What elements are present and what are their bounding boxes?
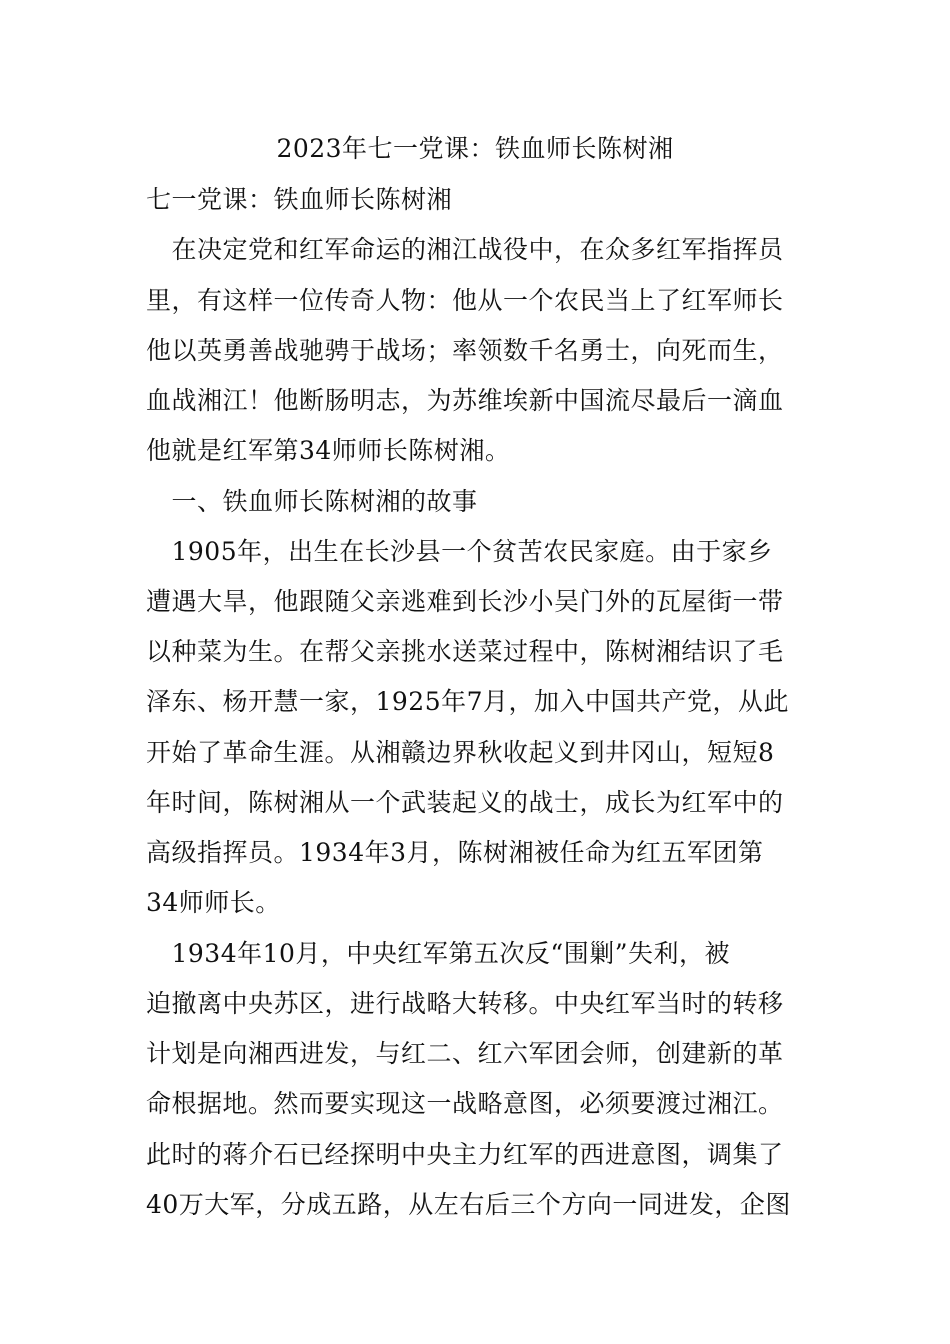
section-heading: 一、铁血师长陈树湘的故事	[146, 487, 478, 516]
paragraph-line: 40万大军，分成五路，从左右后三个方向一同进发，企图	[146, 1190, 791, 1219]
paragraph-line: 计划是向湘西进发，与红二、红六军团会师，创建新的革	[146, 1039, 784, 1068]
paragraph-line: 命根据地。然而要实现这一战略意图，必须要渡过湘江。	[146, 1089, 784, 1118]
paragraph-line: 遭遇大旱，他跟随父亲逃难到长沙小吴门外的瓦屋街一带	[146, 587, 784, 616]
paragraph-line: 高级指挥员。1934年3月，陈树湘被任命为红五军团第	[146, 838, 764, 867]
paragraph-line: 34师师长。	[146, 888, 281, 917]
paragraph-line: 以种菜为生。在帮父亲挑水送菜过程中，陈树湘结识了毛	[146, 637, 784, 666]
paragraph-line: 1905年，出生在长沙县一个贫苦农民家庭。由于家乡	[146, 537, 773, 566]
paragraph-line: 里，有这样一位传奇人物：他从一个农民当上了红军师长	[146, 286, 784, 315]
document-title: 2023年七一党课：铁血师长陈树湘	[276, 134, 674, 163]
paragraph-line: 此时的蒋介石已经探明中央主力红军的西进意图，调集了	[146, 1140, 784, 1169]
subtitle-line: 七一党课：铁血师长陈树湘	[146, 185, 453, 214]
paragraph-line: 开始了革命生涯。从湘赣边界秋收起义到井冈山，短短8	[146, 738, 775, 767]
paragraph-line: 在决定党和红军命运的湘江战役中，在众多红军指挥员	[146, 235, 784, 264]
paragraph-line: 年时间，陈树湘从一个武装起义的战士，成长为红军中的	[146, 788, 784, 817]
paragraph-line: 血战湘江！他断肠明志，为苏维埃新中国流尽最后一滴血	[146, 386, 784, 415]
paragraph-line: 1934年10月，中央红军第五次反“围剿”失利，被	[146, 939, 730, 968]
paragraph-line: 泽东、杨开慧一家，1925年7月，加入中国共产党，从此	[146, 687, 790, 716]
paragraph-line: 迫撤离中央苏区，进行战略大转移。中央红军当时的转移	[146, 989, 784, 1018]
paragraph-line: 他以英勇善战驰骋于战场；率领数千名勇士，向死而生，	[146, 336, 784, 365]
paragraph-line: 他就是红军第34师师长陈树湘。	[146, 436, 511, 465]
